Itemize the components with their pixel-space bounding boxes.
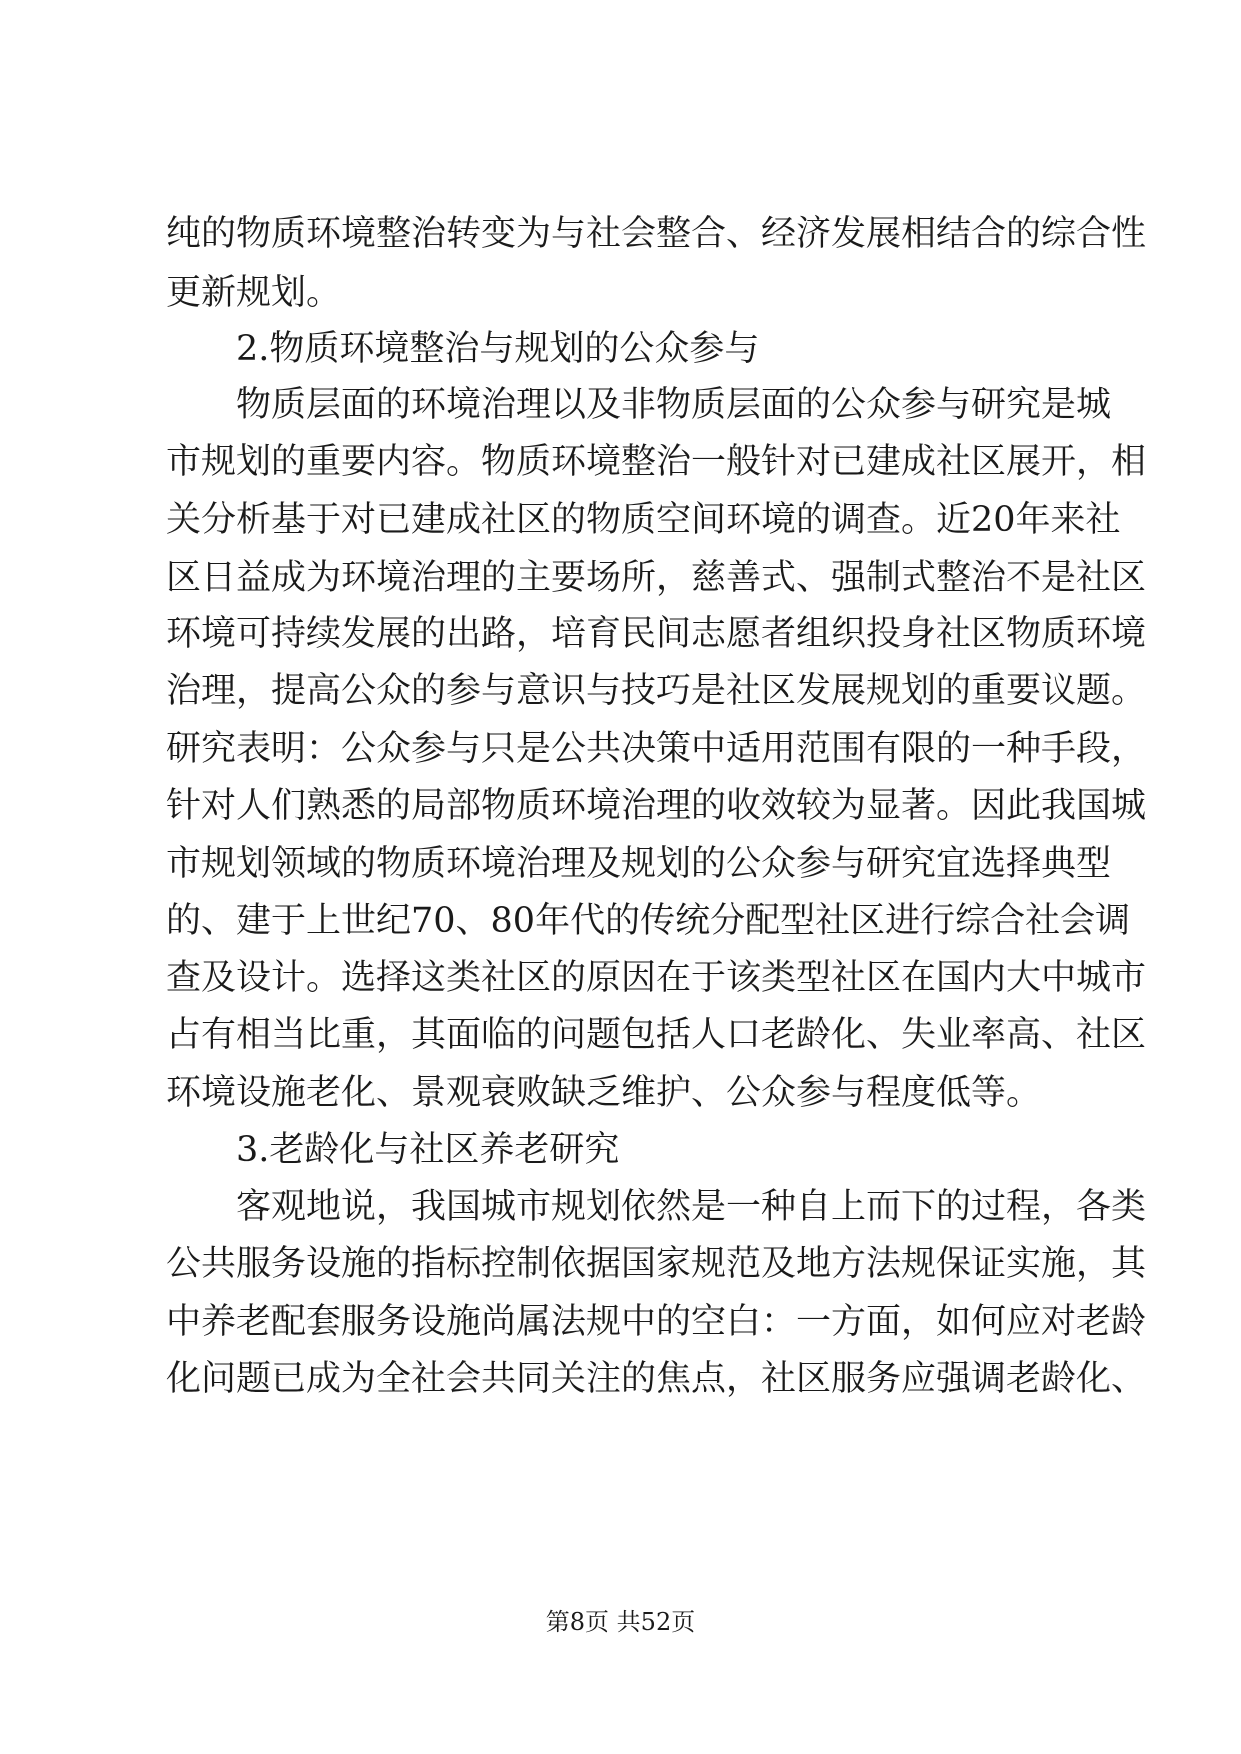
text-line: 更新规划。 (166, 273, 342, 313)
text-line: 研究表明：公众参与只是公共决策中适用范围有限的一种手段， (166, 729, 1147, 769)
section-heading: 2.物质环境整治与规划的公众参与 (236, 329, 760, 369)
text-line: 关分析基于对已建成社区的物质空间环境的调查。近20年来社 (166, 500, 1121, 540)
text-line: 针对人们熟悉的局部物质环境治理的收效较为显著。因此我国城 (166, 786, 1147, 826)
text-line: 环境可持续发展的出路，培育民间志愿者组织投身社区物质环境 (166, 614, 1147, 654)
text-line: 纯的物质环境整治转变为与社会整合、经济发展相结合的综合性 (166, 214, 1147, 254)
text-line: 环境设施老化、景观衰败缺乏维护、公众参与程度低等。 (166, 1073, 1042, 1113)
section-heading: 3.老龄化与社区养老研究 (236, 1130, 620, 1170)
text-line: 客观地说，我国城市规划依然是一种自上而下的过程，各类 (236, 1187, 1147, 1227)
text-line: 市规划领域的物质环境治理及规划的公众参与研究宜选择典型 (166, 844, 1112, 884)
text-line: 的、建于上世纪70、80年代的传统分配型社区进行综合社会调 (166, 901, 1131, 941)
text-line: 公共服务设施的指标控制依据国家规范及地方法规保证实施，其 (166, 1244, 1147, 1284)
page-footer: 第8页 共52页 (545, 1608, 696, 1636)
text-line: 化问题已成为全社会共同关注的焦点，社区服务应强调老龄化、 (166, 1359, 1147, 1399)
text-line: 物质层面的环境治理以及非物质层面的公众参与研究是城 (236, 385, 1112, 425)
text-line: 占有相当比重，其面临的问题包括人口老龄化、失业率高、社区 (166, 1015, 1147, 1055)
text-line: 区日益成为环境治理的主要场所，慈善式、强制式整治不是社区 (166, 558, 1147, 598)
text-line: 查及设计。选择这类社区的原因在于该类型社区在国内大中城市 (166, 958, 1147, 998)
text-line: 市规划的重要内容。物质环境整治一般针对已建成社区展开，相 (166, 442, 1147, 482)
text-line: 中养老配套服务设施尚属法规中的空白：一方面，如何应对老龄 (166, 1302, 1147, 1342)
text-line: 治理，提高公众的参与意识与技巧是社区发展规划的重要议题。 (166, 671, 1147, 711)
